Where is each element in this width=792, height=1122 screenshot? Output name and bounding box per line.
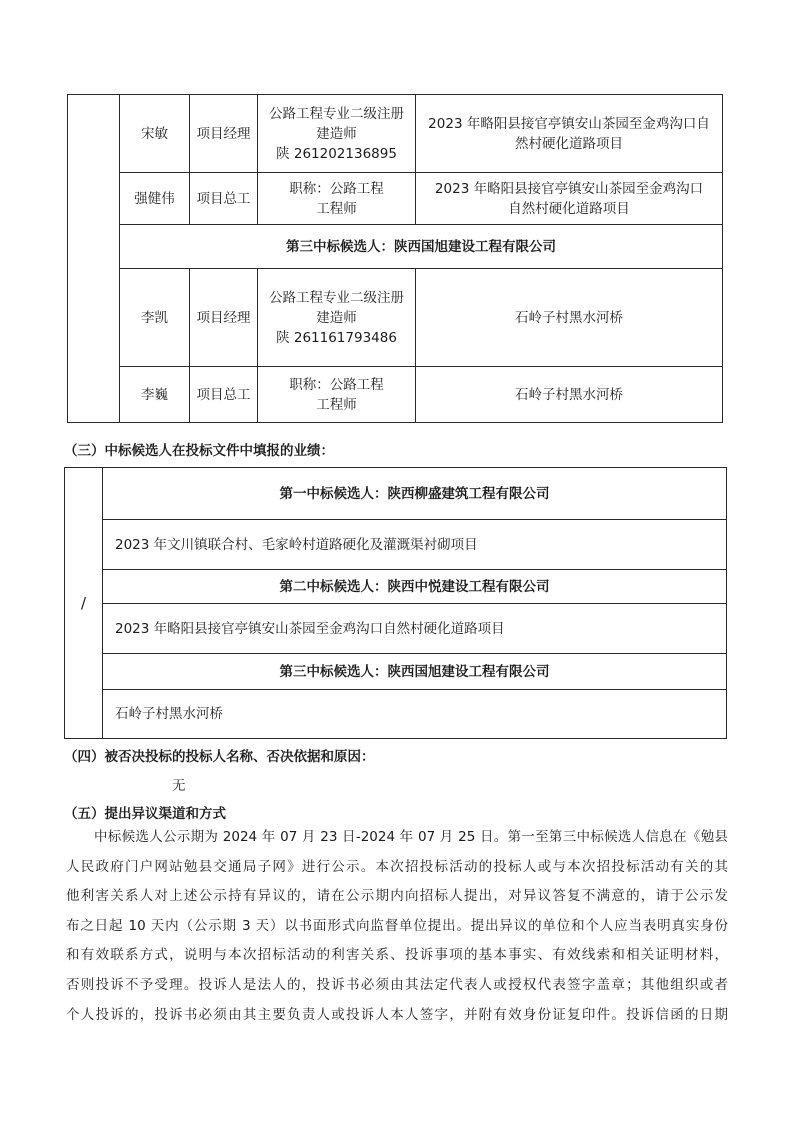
- table-row: [65, 570, 727, 604]
- person-cert: 职称：公路工程 工程师: [258, 173, 416, 225]
- person-cert: 公路工程专业二级注册 建造师 陕 261161793486: [258, 269, 416, 367]
- section5-heading: （五）提出异议渠道和方式: [64, 806, 226, 822]
- person-project: 石岭子村黑水河桥: [416, 269, 723, 367]
- candidate-project: 2023 年文川镇联合村、毛家岭村道路硬化及灌溉渠衬砌项目: [103, 520, 727, 570]
- candidate-project: 石岭子村黑水河桥: [103, 690, 727, 739]
- person-role: 项目经理: [190, 95, 258, 173]
- table-row: [68, 269, 723, 367]
- table-row: [68, 367, 723, 423]
- candidate-header: 第一中标候选人：陕西柳盛建筑工程有限公司: [103, 468, 727, 520]
- table-row: [68, 95, 723, 173]
- person-cert: 职称：公路工程 工程师: [258, 367, 416, 423]
- person-role: 项目总工: [190, 367, 258, 423]
- person-name: 强健伟: [120, 173, 190, 225]
- paragraph-line: 否则投诉不予受理。投诉人是法人的，投诉书必须由其法定代表人或授权代表签字盖章；其他组织或者: [66, 976, 728, 993]
- person-project: 2023 年略阳县接官亭镇安山茶园至金鸡沟口自 然村硬化道路项目: [416, 95, 723, 173]
- section4-heading: （四）被否决投标的投标人名称、否决依据和原因：: [64, 749, 375, 765]
- candidate-project: 2023 年略阳县接官亭镇安山茶园至金鸡沟口自然村硬化道路项目: [103, 604, 727, 654]
- personnel-table: [67, 94, 723, 423]
- section3-heading: （三）中标候选人在投标文件中填报的业绩：: [64, 443, 334, 459]
- slash-cell: /: [65, 468, 103, 739]
- person-role: 项目总工: [190, 173, 258, 225]
- person-name: 李凯: [120, 269, 190, 367]
- paragraph-line: 个人投诉的，投诉书必须由其主要负责人或投诉人本人签字，并附有效身份证复印件。投诉信函的日期: [66, 1006, 728, 1023]
- section5-paragraph: [66, 823, 728, 1030]
- person-name: 宋敏: [120, 95, 190, 173]
- table-row: [68, 173, 723, 225]
- candidate-header: 第三中标候选人：陕西国旭建设工程有限公司: [120, 225, 723, 269]
- table-row: [65, 604, 727, 654]
- table-row: [65, 690, 727, 739]
- merged-left-cell: [68, 95, 120, 423]
- paragraph-line: 中标候选人公示期为 2024 年 07 月 23 日-2024 年 07 月 25 日。第一至第三中标候选人信息在《勉县: [94, 829, 728, 845]
- table-row: [65, 468, 727, 520]
- table-row: [65, 654, 727, 690]
- table-row: [65, 520, 727, 570]
- table-row: [68, 225, 723, 269]
- paragraph-line: 人民政府门户网站勉县交通局子网》进行公示。本次招投标活动的投标人或与本次招投标活动有关的其: [66, 858, 728, 875]
- section4-content: 无: [172, 778, 186, 794]
- candidate-header: 第三中标候选人：陕西国旭建设工程有限公司: [103, 654, 727, 690]
- paragraph-line: 布之日起 10 天内（公示期 3 天）以书面形式向监督单位提出。提出异议的单位和个人应当表明真实身份: [66, 917, 728, 934]
- candidate-header: 第二中标候选人：陕西中悦建设工程有限公司: [103, 570, 727, 604]
- person-name: 李巍: [120, 367, 190, 423]
- person-project: 2023 年略阳县接官亭镇安山茶园至金鸡沟口 自然村硬化道路项目: [416, 173, 723, 225]
- performance-table: [64, 467, 727, 739]
- person-cert: 公路工程专业二级注册 建造师 陕 261202136895: [258, 95, 416, 173]
- paragraph-line: 他利害关系人对上述公示持有异议的，请在公示期内向招标人提出，对异议答复不满意的，请于公示发: [66, 888, 728, 905]
- paragraph-line: 和有效联系方式，说明与本次招标活动的利害关系、投诉事项的基本事实、有效线索和相关证明材料，: [66, 947, 728, 964]
- person-project: 石岭子村黑水河桥: [416, 367, 723, 423]
- person-role: 项目经理: [190, 269, 258, 367]
